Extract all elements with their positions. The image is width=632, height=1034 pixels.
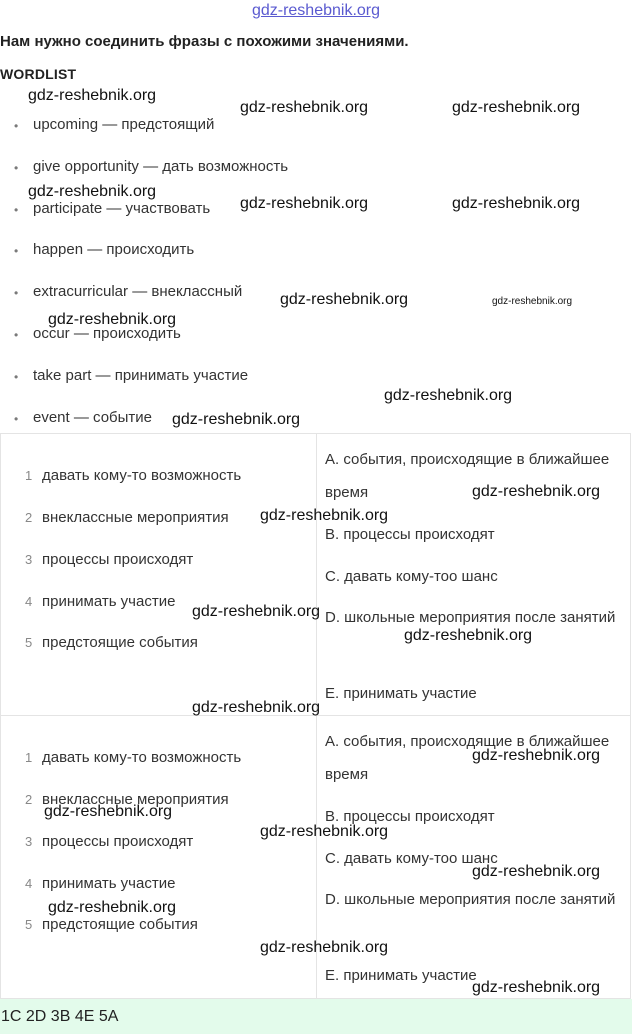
- meaning-item: A. события, происходящие в ближайшее время: [325, 451, 610, 501]
- meaning-item: E. принимать участие: [325, 967, 477, 984]
- watermark: gdz-reshebnik.org: [492, 296, 573, 307]
- watermark: gdz-reshebnik.org: [28, 183, 157, 200]
- phrases-column: [1, 434, 317, 715]
- phrase-text: давать кому-то возможность: [42, 749, 242, 766]
- phrase-number: 3: [25, 552, 33, 567]
- phrase-text: внеклассные мероприятия: [42, 509, 229, 526]
- phrase-number: 1: [25, 750, 33, 765]
- watermark: gdz-reshebnik.org: [260, 823, 389, 840]
- phrase-item: [25, 916, 198, 933]
- watermark: gdz-reshebnik.org: [192, 603, 321, 620]
- phrase-text: предстоящие события: [42, 916, 198, 933]
- wordlist-item-text: upcoming — предстоящий: [33, 116, 215, 133]
- phrase-text: принимать участие: [42, 875, 176, 892]
- wordlist-title: WORDLIST: [0, 66, 77, 82]
- meaning-item: E. принимать участие: [325, 685, 477, 702]
- meanings-column: [317, 434, 631, 715]
- matching-table-1: [0, 433, 631, 716]
- wordlist-item: [14, 367, 288, 409]
- watermark: gdz-reshebnik.org: [240, 195, 369, 212]
- phrase-number: 2: [25, 510, 33, 525]
- phrase-text: предстоящие события: [42, 634, 198, 651]
- watermark: gdz-reshebnik.org: [452, 99, 581, 116]
- task-intro: Нам нужно соединить фразы с похожими значениями.: [0, 33, 409, 50]
- watermark: gdz-reshebnik.org: [384, 387, 513, 404]
- phrase-item: [25, 634, 198, 651]
- phrase-text: процессы происходят: [42, 833, 194, 850]
- bullet-icon: •: [14, 286, 19, 301]
- phrase-text: принимать участие: [42, 593, 176, 610]
- wordlist-item-text: take part — принимать участие: [33, 366, 249, 384]
- phrase-number: 5: [25, 635, 33, 650]
- wordlist-item-text: extracurricular — внеклассный: [33, 283, 243, 301]
- wordlist-item-text: happen — происходить: [33, 241, 195, 259]
- watermark: gdz-reshebnik.org: [452, 195, 581, 212]
- bullet-icon: •: [14, 369, 19, 384]
- phrase-text: процессы происходят: [42, 551, 194, 568]
- bullet-icon: •: [14, 411, 19, 426]
- phrase-number: 3: [25, 834, 33, 849]
- watermark: gdz-reshebnik.org: [192, 699, 321, 716]
- phrase-text: давать кому-то возможность: [42, 467, 242, 484]
- watermark: gdz-reshebnik.org: [472, 747, 601, 764]
- watermark: gdz-reshebnik.org: [172, 411, 301, 428]
- phrase-number: 4: [25, 594, 33, 609]
- wordlist-item-text: participate — участвовать: [33, 199, 211, 217]
- watermark: gdz-reshebnik.org: [260, 507, 389, 524]
- bullet-icon: •: [14, 160, 19, 175]
- watermark: gdz-reshebnik.org: [28, 87, 157, 104]
- meaning-item: B. процессы происходят: [325, 526, 495, 543]
- phrase-item: [25, 551, 193, 568]
- meaning-item: B. процессы происходят: [325, 808, 495, 825]
- phrase-item: [25, 749, 241, 766]
- bullet-icon: •: [14, 119, 19, 133]
- phrase-item: [25, 593, 175, 610]
- phrase-number: 4: [25, 876, 33, 891]
- meaning-item: D. школьные мероприятия после занятий: [325, 609, 616, 626]
- wordlist-item: [14, 325, 288, 367]
- wordlist-item: [14, 116, 288, 158]
- phrase-text: внеклассные мероприятия: [42, 791, 229, 808]
- wordlist-item-text: occur — происходить: [33, 324, 181, 342]
- watermark: gdz-reshebnik.org: [472, 483, 601, 500]
- watermark: gdz-reshebnik.org: [472, 863, 601, 880]
- watermark: gdz-reshebnik.org: [48, 899, 177, 916]
- wordlist-item: [14, 241, 288, 283]
- phrase-number: 2: [25, 792, 33, 807]
- phrase-item: [25, 833, 193, 850]
- watermark: gdz-reshebnik.org: [472, 979, 601, 996]
- watermark: gdz-reshebnik.org: [404, 627, 533, 644]
- phrase-item: [25, 467, 241, 484]
- wordlist-item-text: event — событие: [33, 408, 153, 426]
- wordlist: [14, 116, 288, 450]
- meaning-item: A. события, происходящие в ближайшее время: [325, 733, 610, 783]
- wordlist-item-text: give opportunity — дать возможность: [33, 157, 289, 175]
- watermark: gdz-reshebnik.org: [280, 291, 409, 308]
- watermark: gdz-reshebnik.org: [44, 803, 173, 820]
- bullet-icon: •: [14, 244, 19, 259]
- watermark: gdz-reshebnik.org: [48, 311, 177, 328]
- phrase-number: 1: [25, 468, 33, 483]
- meaning-item: D. школьные мероприятия после занятий: [325, 891, 616, 908]
- watermark: gdz-reshebnik.org: [260, 939, 389, 956]
- bullet-icon: •: [14, 327, 19, 342]
- bullet-icon: •: [14, 202, 19, 217]
- meaning-item: C. давать кому-тоо шанс: [325, 850, 498, 867]
- phrase-number: 5: [25, 917, 33, 932]
- site-header-link[interactable]: gdz-reshebnik.org: [251, 2, 381, 19]
- watermark: gdz-reshebnik.org: [240, 99, 369, 116]
- phrase-item: [25, 875, 175, 892]
- answer-bar: 1C 2D 3B 4E 5A: [0, 999, 632, 1034]
- phrase-item: [25, 509, 229, 526]
- meaning-item: C. давать кому-тоо шанс: [325, 568, 498, 585]
